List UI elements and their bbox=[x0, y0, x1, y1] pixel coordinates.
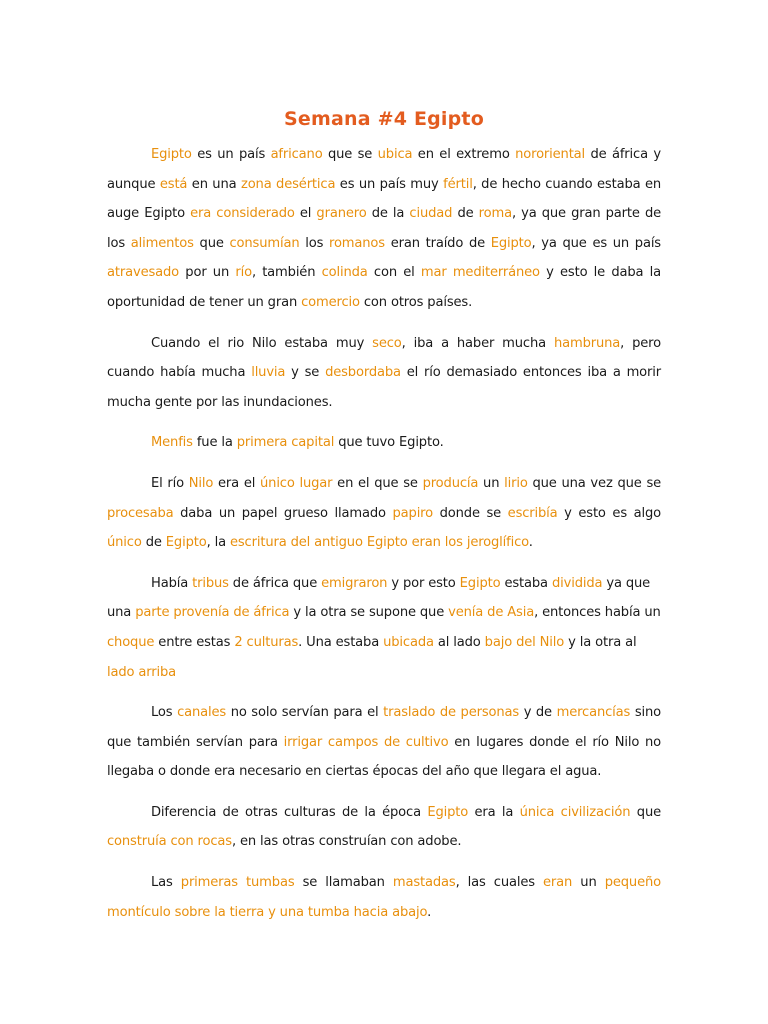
text-run: un bbox=[572, 875, 605, 891]
highlighted-text: Egipto bbox=[151, 147, 192, 162]
text-run: que una vez que se bbox=[527, 475, 662, 491]
highlighted-text: irrigar campos de cultivo bbox=[283, 734, 449, 750]
text-run: Los bbox=[151, 705, 178, 721]
highlighted-text: ubica bbox=[377, 147, 413, 162]
highlighted-text: alimentos bbox=[130, 235, 194, 251]
highlighted-text: único bbox=[107, 535, 142, 551]
highlighted-text: eran bbox=[543, 875, 573, 891]
highlighted-text: venía de Asia bbox=[448, 605, 535, 621]
text-run: ya que una bbox=[107, 575, 651, 621]
text-run: en el que se bbox=[332, 475, 423, 491]
text-run: , ya que gran parte de los bbox=[107, 206, 662, 251]
text-run: es un país muy bbox=[335, 176, 444, 192]
text-run: en una bbox=[187, 176, 241, 192]
highlighted-text: seco bbox=[372, 335, 402, 351]
highlighted-text: ubicada bbox=[383, 634, 434, 650]
highlighted-text: nororiental bbox=[515, 147, 586, 162]
highlighted-text: Menfis bbox=[151, 435, 193, 451]
text-run: es un país bbox=[191, 147, 271, 162]
text-run: de bbox=[141, 535, 166, 551]
highlighted-text: río bbox=[235, 265, 252, 281]
text-run: por un bbox=[179, 265, 236, 281]
highlighted-text: escribía bbox=[507, 505, 558, 521]
highlighted-text: hambruna bbox=[553, 335, 621, 351]
text-run: en el extremo bbox=[412, 147, 516, 162]
highlighted-text: pequeño montículo sobre la tierra y una tumba hacia abajo bbox=[107, 875, 661, 920]
text-run: y de bbox=[519, 705, 557, 721]
text-run: eran traído de bbox=[384, 235, 491, 251]
highlighted-text: Egipto bbox=[165, 535, 207, 551]
highlighted-text: lirio bbox=[504, 475, 528, 491]
highlighted-text: colinda bbox=[321, 265, 368, 281]
highlighted-text: está bbox=[159, 176, 188, 192]
text-run: y esto le daba la oportunidad de tener un gran bbox=[107, 265, 661, 310]
text-run: de áfrica y aunque bbox=[107, 147, 661, 192]
highlighted-text: dividida bbox=[551, 575, 603, 591]
highlighted-text: ciudad bbox=[409, 206, 453, 222]
text-run: que se bbox=[322, 147, 378, 162]
text-run: de áfrica que bbox=[228, 575, 322, 591]
page-title: Semana #4 Egipto bbox=[284, 107, 484, 130]
text-run: y la otra al bbox=[564, 634, 637, 650]
highlighted-text: traslado de personas bbox=[383, 705, 520, 721]
highlighted-text: 2 culturas bbox=[234, 634, 299, 650]
text-run: , entonces había un bbox=[534, 605, 661, 621]
highlighted-text: atravesado bbox=[107, 265, 180, 281]
highlighted-text: africano bbox=[270, 147, 323, 162]
text-run: era el bbox=[213, 475, 261, 491]
text-run: con otros países. bbox=[359, 294, 473, 310]
text-run: , también bbox=[251, 265, 322, 281]
text-run: Cuando el rio Nilo estaba muy bbox=[151, 335, 373, 351]
text-run: Había bbox=[151, 575, 193, 591]
text-run: con el bbox=[367, 265, 421, 281]
text-run: y por esto bbox=[387, 575, 460, 591]
text-run: , en las otras construían con adobe. bbox=[231, 834, 462, 850]
highlighted-text: tribus bbox=[192, 575, 229, 591]
highlighted-text: zona desértica bbox=[240, 176, 336, 192]
text-run: , de hecho cuando estaba en auge Egipto bbox=[107, 176, 662, 222]
paragraph bbox=[107, 428, 661, 458]
text-run: . Una estaba bbox=[298, 634, 384, 650]
text-run: que bbox=[193, 235, 230, 251]
text-run: , pero cuando había mucha bbox=[107, 335, 661, 381]
text-run: daba un papel grueso llamado bbox=[173, 505, 393, 521]
highlighted-text: comercio bbox=[301, 294, 360, 310]
text-run: y la otra se supone que bbox=[289, 605, 449, 621]
highlighted-text: producía bbox=[422, 475, 479, 491]
text-run: , ya que es un país bbox=[531, 235, 661, 251]
text-run: , las cuales bbox=[455, 875, 544, 891]
highlighted-text: procesaba bbox=[107, 505, 174, 521]
highlighted-text: único lugar bbox=[260, 475, 333, 491]
text-run: y esto es algo bbox=[557, 505, 661, 521]
text-run: entre estas bbox=[154, 634, 235, 650]
text-run: El río bbox=[151, 475, 189, 491]
text-run: que bbox=[630, 804, 662, 820]
highlighted-text: papiro bbox=[392, 505, 433, 521]
highlighted-text: desbordaba bbox=[325, 365, 401, 381]
text-run: era la bbox=[468, 804, 520, 820]
highlighted-text: primeras tumbas bbox=[180, 875, 295, 891]
paragraph bbox=[107, 329, 661, 418]
highlighted-text: canales bbox=[177, 705, 227, 721]
text-run: . bbox=[528, 535, 533, 551]
highlighted-text: roma bbox=[478, 206, 512, 222]
text-run: de la bbox=[366, 206, 410, 222]
highlighted-text: choque bbox=[107, 634, 155, 650]
text-run: el río demasiado entonces iba a morir mucha gente por las inundaciones. bbox=[107, 365, 662, 410]
highlighted-text: mercancías bbox=[556, 705, 631, 721]
text-run: el bbox=[294, 206, 317, 222]
highlighted-text: Nilo bbox=[188, 475, 214, 491]
text-run: y se bbox=[285, 365, 326, 381]
text-run: Diferencia de otras culturas de la época bbox=[151, 804, 428, 820]
paragraph bbox=[107, 140, 661, 318]
text-run: , la bbox=[206, 535, 230, 551]
highlighted-text: romanos bbox=[329, 235, 385, 251]
highlighted-text: Egipto bbox=[490, 235, 532, 251]
text-run: . bbox=[427, 904, 432, 920]
text-run: donde se bbox=[433, 505, 508, 521]
text-run: un bbox=[478, 475, 505, 491]
text-run: sino que también servían para bbox=[107, 705, 662, 750]
highlighted-text: única civilización bbox=[519, 804, 631, 820]
highlighted-text: escritura del antiguo Egipto eran los jeroglífico bbox=[229, 535, 529, 551]
highlighted-text: granero bbox=[316, 206, 367, 222]
highlighted-text: lluvia bbox=[251, 365, 286, 381]
highlighted-text: parte provenía de áfrica bbox=[135, 605, 290, 621]
paragraph bbox=[107, 569, 661, 687]
text-run: de bbox=[452, 206, 479, 222]
text-run: no solo servían para el bbox=[226, 705, 384, 721]
text-run: al lado bbox=[433, 634, 485, 650]
paragraph bbox=[107, 698, 661, 787]
highlighted-text: Egipto bbox=[427, 804, 469, 820]
highlighted-text: mar mediterráneo bbox=[420, 265, 540, 281]
text-run: se llamaban bbox=[294, 875, 393, 891]
paragraph bbox=[107, 469, 661, 558]
text-run: estaba bbox=[500, 575, 552, 591]
paragraph bbox=[107, 868, 661, 927]
text-run: fue la bbox=[192, 435, 237, 451]
highlighted-text: Egipto bbox=[459, 575, 501, 591]
text-run: Las bbox=[151, 875, 181, 891]
text-run: , iba a haber mucha bbox=[401, 335, 554, 351]
highlighted-text: lado arriba bbox=[107, 664, 177, 680]
highlighted-text: era considerado bbox=[190, 206, 295, 222]
highlighted-text: consumían bbox=[229, 235, 300, 251]
highlighted-text: fértil bbox=[443, 176, 473, 192]
paragraph bbox=[107, 798, 661, 857]
highlighted-text: emigraron bbox=[321, 575, 388, 591]
text-run: que tuvo Egipto. bbox=[334, 435, 444, 451]
document-body bbox=[107, 140, 661, 938]
highlighted-text: bajo del Nilo bbox=[484, 634, 565, 650]
highlighted-text: primera capital bbox=[236, 435, 335, 451]
text-run: los bbox=[299, 235, 329, 251]
text-run: en lugares donde el río Nilo no llegaba o donde era necesario en ciertas épocas del año que llegara el agua. bbox=[107, 734, 661, 780]
highlighted-text: construía con rocas bbox=[107, 834, 232, 850]
highlighted-text: mastadas bbox=[392, 875, 456, 891]
